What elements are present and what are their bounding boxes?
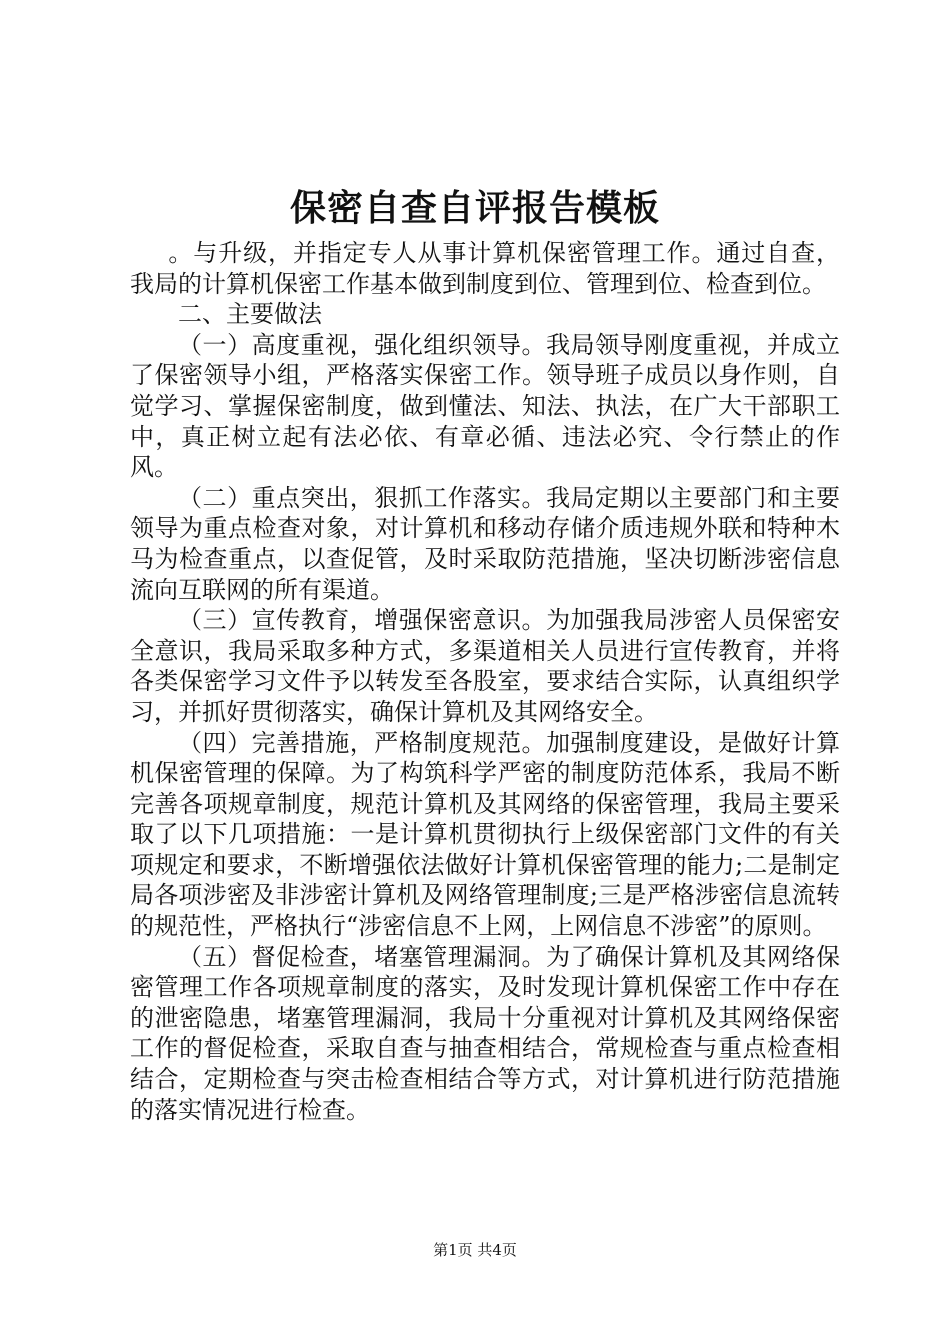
- paragraph-intro: 。与升级，并指定专人从事计算机保密管理工作。通过自查，我局的计算机保密工作基本做到制度到位、管理到位、检查到位。: [130, 239, 840, 298]
- section-heading-main-practices: 二、主要做法: [178, 300, 322, 329]
- paragraph-item-3: （三）宣传教育，增强保密意识。为加强我局涉密人员保密安全意识，我局采取多种方式，多渠道相关人员进行宣传教育，并将各类保密学习文件予以转发至各股室，要求结合实际，认真组织学习，并抓好贯彻落实，确保计算机及其网络安全。: [130, 606, 840, 726]
- page-footer: 第1页 共4页: [433, 1241, 517, 1259]
- paragraph-item-1: （一）高度重视，强化组织领导。我局领导刚度重视，并成立了保密领导小组，严格落实保密工作。领导班子成员以身作则，自觉学习、掌握保密制度，做到懂法、知法、执法，在广大干部职工中，真正树立起有法必依、有章必循、违法必究、令行禁止的作风。: [130, 330, 840, 482]
- paragraph-item-5: （五）督促检查，堵塞管理漏洞。为了确保计算机及其网络保密管理工作各项规章制度的落实，及时发现计算机保密工作中存在的泄密隐患，堵塞管理漏洞，我局十分重视对计算机及其网络保密工作的督促检查，采取自查与抽查相结合，常规检查与重点检查相结合，定期检查与突击检查相结合等方式，对计算机进行防范措施的落实情况进行检查。: [130, 942, 840, 1124]
- paragraph-item-4: （四）完善措施，严格制度规范。加强制度建设，是做好计算机保密管理的保障。为了构筑科学严密的制度防范体系，我局不断完善各项规章制度，规范计算机及其网络的保密管理，我局主要采取了以下几项措施：一是计算机贯彻执行上级保密部门文件的有关项规定和要求，不断增强依法做好计算机保密管理的能力;二是制定局各项涉密及非涉密计算机及网络管理制度;三是严格涉密信息流转的规范性，严格执行“涉密信息不上网，上网信息不涉密”的原则。: [130, 728, 840, 941]
- document-body: [130, 238, 840, 1125]
- document-title: 保密自查自评报告模板: [289, 187, 660, 229]
- paragraph-item-2: （二）重点突出，狠抓工作落实。我局定期以主要部门和主要领导为重点检查对象，对计算机和移动存储介质违规外联和特种木马为检查重点，以查促管，及时采取防范措施，坚决切断涉密信息流向互联网的所有渠道。: [130, 483, 840, 604]
